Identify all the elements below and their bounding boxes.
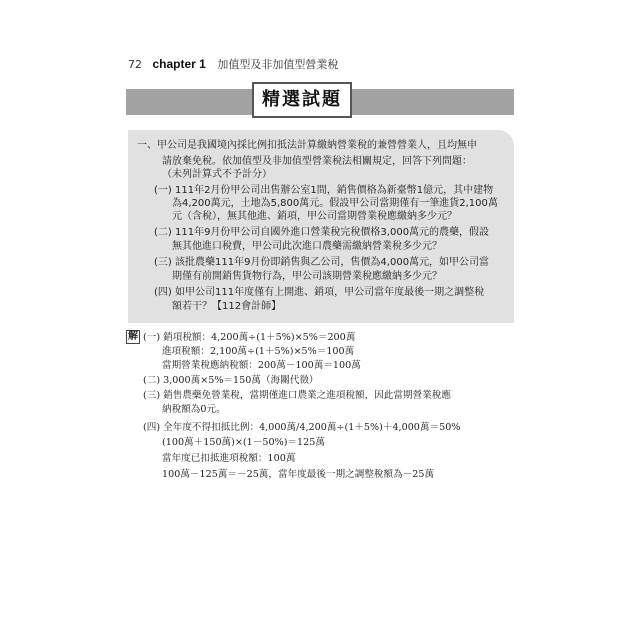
running-header [128, 56, 338, 72]
question-line: (四) 如甲公司111年度僅有上開進、銷項，甲公司當年度最後一期之調整稅 [154, 287, 485, 298]
page-number: 72 [128, 58, 142, 71]
question-line: 為4,200萬元，土地為5,800萬元。假設甲公司當期僅有一筆進貨2,100萬 [172, 198, 498, 209]
answer-line: 100萬－125萬＝－25萬，當年度最後一期之調整稅額為－25萬 [162, 469, 435, 480]
question-line: 請放棄免稅。依加值型及非加值型營業稅法相關規定，回答下列問題： [162, 156, 472, 167]
answer-line: 當年度已扣抵進項稅額：100萬 [162, 453, 296, 464]
question-line: (二) 111年9月份甲公司自國外進口營業稅完稅價格3,000萬元的農藥，假設 [154, 227, 490, 238]
question-line: 元（含稅），無其他進、銷項，甲公司當期營業稅應繳納多少元？ [172, 211, 457, 222]
answer-line: 納稅額為0元。 [162, 404, 226, 415]
answer-line: (二) 3,000萬×5%＝150萬（海關代徵） [143, 375, 319, 386]
answer-line: (100萬＋150萬)×(1－50%)＝125萬 [162, 437, 325, 448]
chapter-title: 加值型及非加值型營業稅 [217, 58, 339, 71]
answer-line: 進項稅額：2,100萬÷(1＋5%)×5%＝100萬 [162, 346, 355, 357]
answer-line: 當期營業稅應納稅額：200萬－100萬＝100萬 [162, 360, 361, 371]
answer-line: (三) 銷售農藥免營業稅，當期僅進口農業之進項稅額，因此當期營業稅應 [143, 390, 451, 401]
section-title: 精選試題 [252, 82, 352, 118]
question-line: (三) 該批農藥111年9月份即銷售與乙公司，售價為4,000萬元，如甲公司當 [154, 257, 490, 268]
question-line: 額若干？【112會計師】 [172, 301, 282, 312]
question-line: 無其他進口稅費，甲公司此次進口農藥需繳納營業稅多少元？ [172, 241, 442, 252]
question-line: 期僅有前開銷售貨物行為，甲公司該期營業稅應繳納多少元？ [172, 271, 442, 282]
chapter-label: chapter 1 [152, 57, 206, 71]
answer-icon: 解 [128, 331, 138, 342]
question-line: 一、甲公司是我國境內採比例扣抵法計算繳納營業稅的兼營營業人，且均無申 [137, 140, 477, 151]
question-line: （未列計算式不予計分） [162, 169, 272, 180]
question-line: (一) 111年2月份甲公司出售辦公室1間，銷售價格為新臺幣1億元，其中建物 [154, 185, 494, 196]
answer-line: (四) 全年度不得扣抵比例：4,000萬/4,200萬÷(1＋5%)＋4,000萬＝50% [143, 422, 461, 433]
answer-line: (一) 銷項稅額：4,200萬÷(1＋5%)×5%＝200萬 [143, 332, 356, 343]
